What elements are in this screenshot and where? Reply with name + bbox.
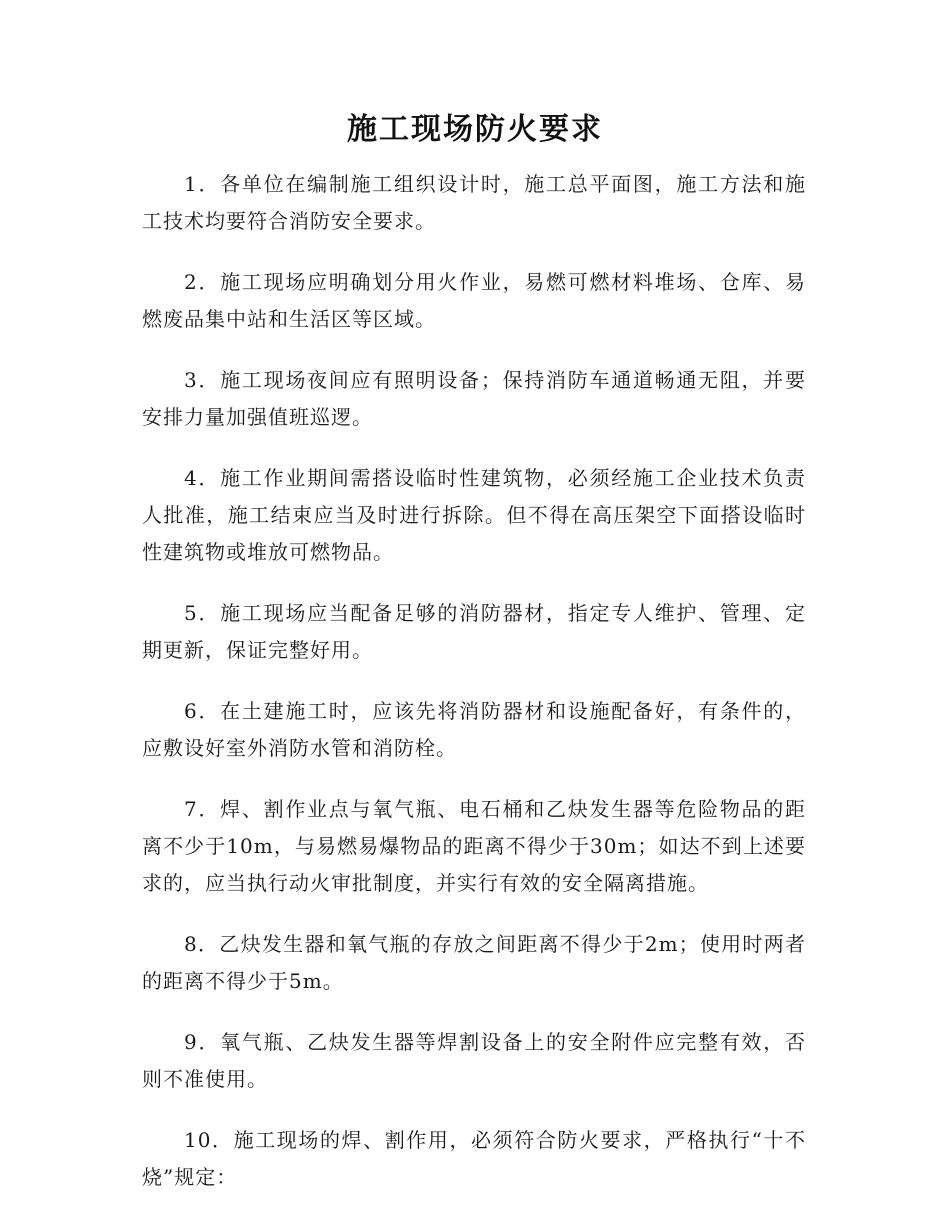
paragraph-4: 4．施工作业期间需搭设临时性建筑物，必须经施工企业技术负责人批准，施工结束应当及时进行拆除。但不得在高压架空下面搭设临时性建筑物或堆放可燃物品。 <box>142 466 806 564</box>
document-title: 施工现场防火要求 <box>347 112 603 147</box>
paragraph-6: 6．在土建施工时，应该先将消防器材和设施配备好，有条件的，应敷设好室外消防水管和消防栓。 <box>142 699 806 760</box>
paragraph-2: 2．施工现场应明确划分用火作业，易燃可燃材料堆场、仓库、易燃废品集中站和生活区等区域。 <box>142 270 806 331</box>
paragraph-7: 7．焊、割作业点与氧气瓶、电石桶和乙炔发生器等危险物品的距离不少于10m，与易燃易爆物品的距离不得少于30m；如达不到上述要求的，应当执行动火审批制度，并实行有效的安全隔离措施。 <box>142 797 806 895</box>
paragraph-3: 3．施工现场夜间应有照明设备；保持消防车通道畅通无阻，并要安排力量加强值班巡逻。 <box>142 368 806 429</box>
paragraph-1: 1．各单位在编制施工组织设计时，施工总平面图，施工方法和施工技术均要符合消防安全要求。 <box>142 172 806 233</box>
paragraph-8: 8．乙炔发生器和氧气瓶的存放之间距离不得少于2m；使用时两者的距离不得少于5m。 <box>142 932 806 993</box>
document-body <box>142 166 806 1220</box>
paragraph-5: 5．施工现场应当配备足够的消防器材，指定专人维护、管理、定期更新，保证完整好用。 <box>142 601 806 662</box>
paragraph-9: 9．氧气瓶、乙炔发生器等焊割设备上的安全附件应完整有效，否则不准使用。 <box>142 1030 806 1091</box>
paragraph-10: 10．施工现场的焊、割作用，必须符合防火要求，严格执行“十不烧”规定： <box>142 1128 806 1189</box>
